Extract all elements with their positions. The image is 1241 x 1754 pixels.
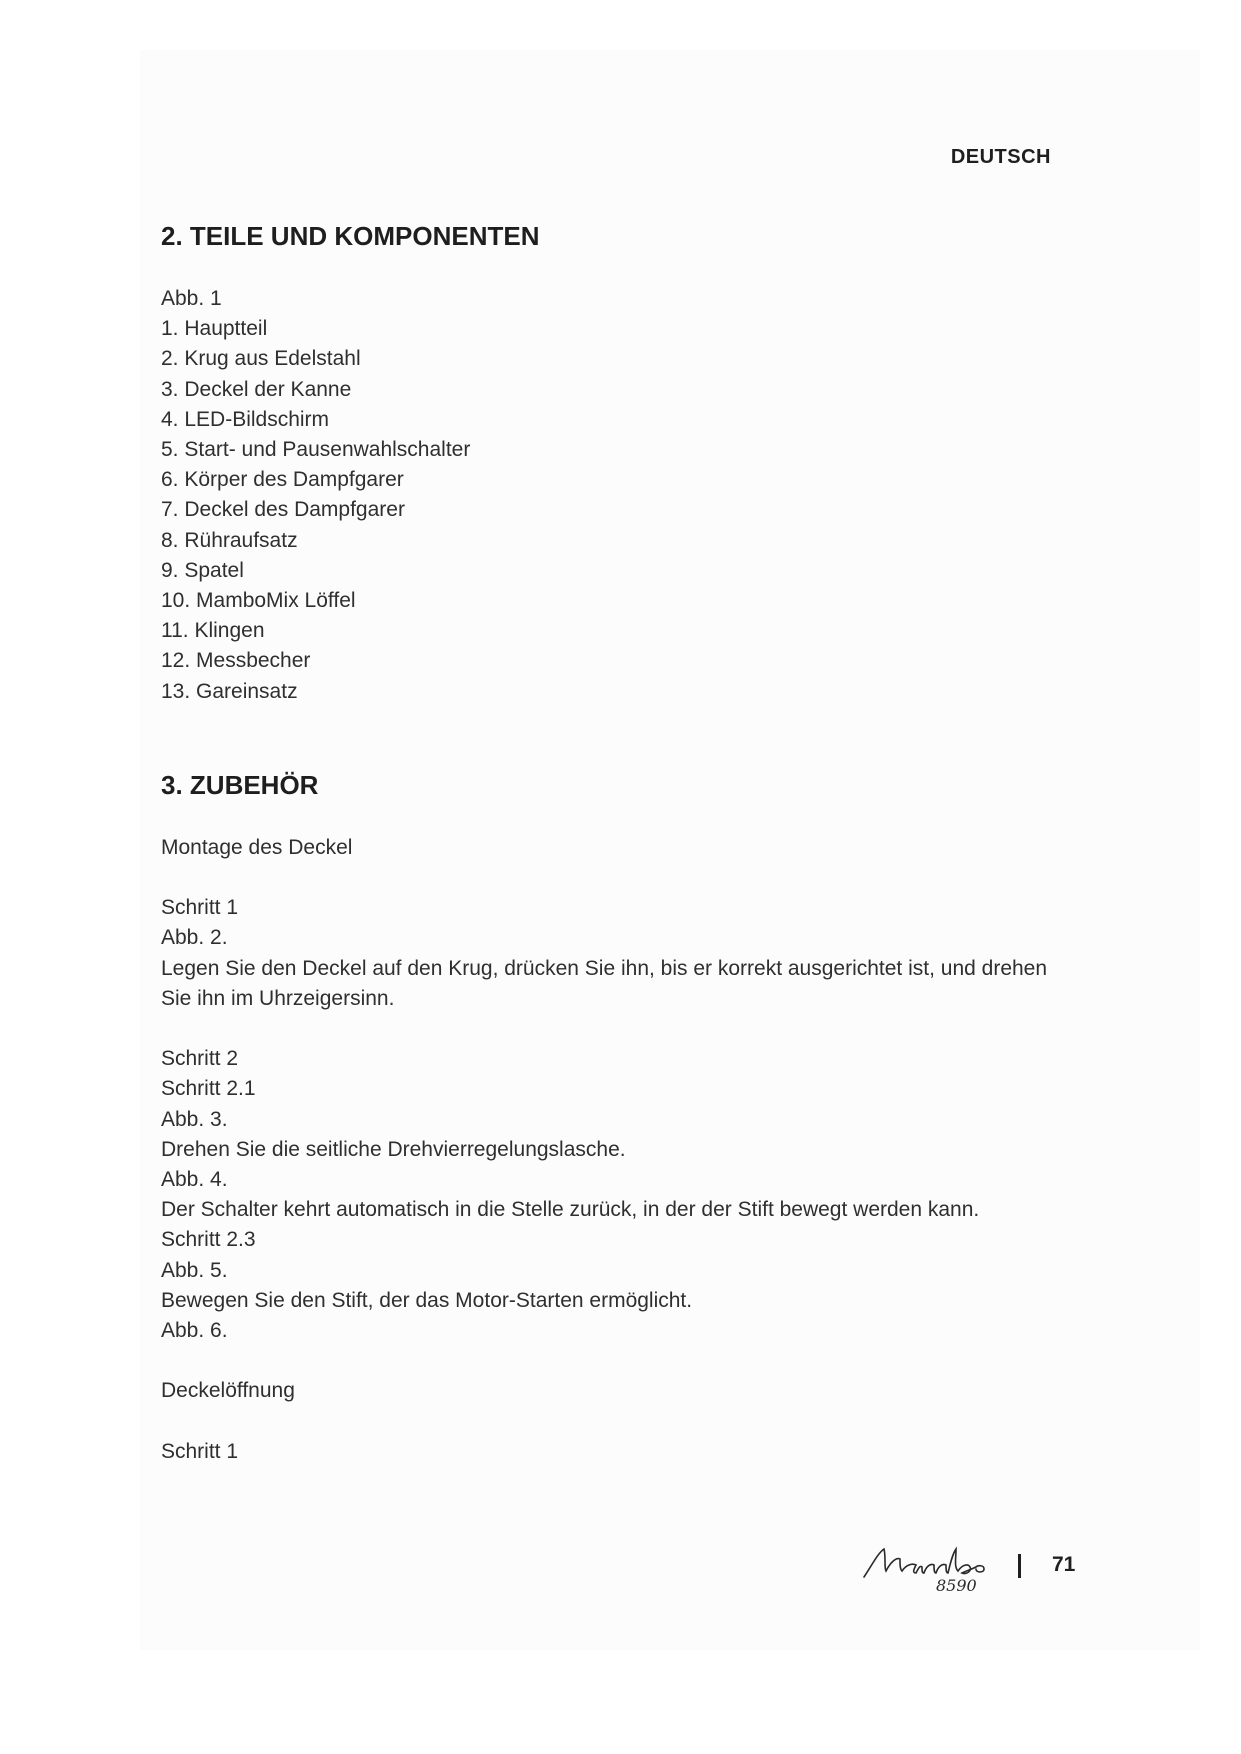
step-text: Der Schalter kehrt automatisch in die Stelle zurück, in der der Stift bewegt werden kann. [161, 1198, 980, 1222]
list-item: 5. Start- und Pausenwahlschalter [161, 438, 471, 462]
list-item: 11. Klingen [161, 619, 265, 643]
figure-label: Abb. 1 [161, 287, 222, 310]
accessories-text [161, 833, 1091, 1467]
page-content [161, 218, 1091, 1467]
list-item: 1. Hauptteil [161, 317, 268, 341]
list-item: 13. Gareinsatz [161, 679, 298, 703]
list-item: 2. Krug aus Edelstahl [161, 347, 361, 371]
list-item: 6. Körper des Dampfgarer [161, 468, 404, 492]
subheading-lid-opening: Deckelöffnung [161, 1379, 295, 1403]
section-title-parts: 2. TEILE UND KOMPONENTEN [161, 221, 540, 251]
step-label: Schritt 2.1 [161, 1077, 256, 1101]
step-text: Legen Sie den Deckel auf den Krug, drücken Sie ihn, bis er korrekt ausgerichtet ist, und drehen [161, 956, 1048, 980]
section-accessories [161, 767, 1091, 1467]
list-item: 3. Deckel der Kanne [161, 377, 352, 401]
step-text: Sie ihn im Uhrzeigersinn. [161, 986, 395, 1010]
section-title-accessories: 3. ZUBEHÖR [161, 769, 319, 800]
page-number: 71 [1052, 1553, 1076, 1576]
figure-label: Abb. 6. [161, 1319, 228, 1343]
spacer [161, 1346, 1091, 1376]
figure-label: Abb. 3. [161, 1107, 228, 1131]
figure-label: Abb. 2. [161, 926, 228, 950]
list-item: 12. Messbecher [161, 649, 311, 673]
step-text: Bewegen Sie den Stift, der das Motor-Starten ermöglicht. [161, 1288, 693, 1312]
subheading-lid-assembly: Montage des Deckel [161, 835, 353, 859]
spacer [161, 863, 1091, 893]
parts-list [161, 284, 1091, 707]
spacer [161, 1407, 1091, 1437]
list-item: 7. Deckel des Dampfgarer [161, 498, 405, 522]
list-item: 4. LED-Bildschirm [161, 407, 330, 431]
figure-label: Abb. 5. [161, 1258, 228, 1282]
spacer [161, 1014, 1091, 1044]
step-text: Drehen Sie die seitliche Drehvierregelungslasche. [161, 1137, 626, 1161]
step-label: Schritt 1 [161, 896, 239, 920]
list-item: 8. Rühraufsatz [161, 528, 298, 552]
language-label: DEUTSCH [950, 146, 1051, 168]
list-item: 9. Spatel [161, 558, 244, 582]
section-parts [161, 218, 1091, 707]
logo-model: 8590 [936, 1576, 977, 1595]
step-label: Schritt 2 [161, 1047, 239, 1071]
step-label: Schritt 2.3 [161, 1228, 256, 1252]
page-footer [860, 1535, 1100, 1595]
step-label: Schritt 1 [161, 1439, 239, 1463]
footer-separator [1018, 1554, 1021, 1578]
mambo-logo [860, 1535, 990, 1595]
figure-label: Abb. 4. [161, 1168, 228, 1192]
list-item: 10. MamboMix Löffel [161, 589, 356, 613]
